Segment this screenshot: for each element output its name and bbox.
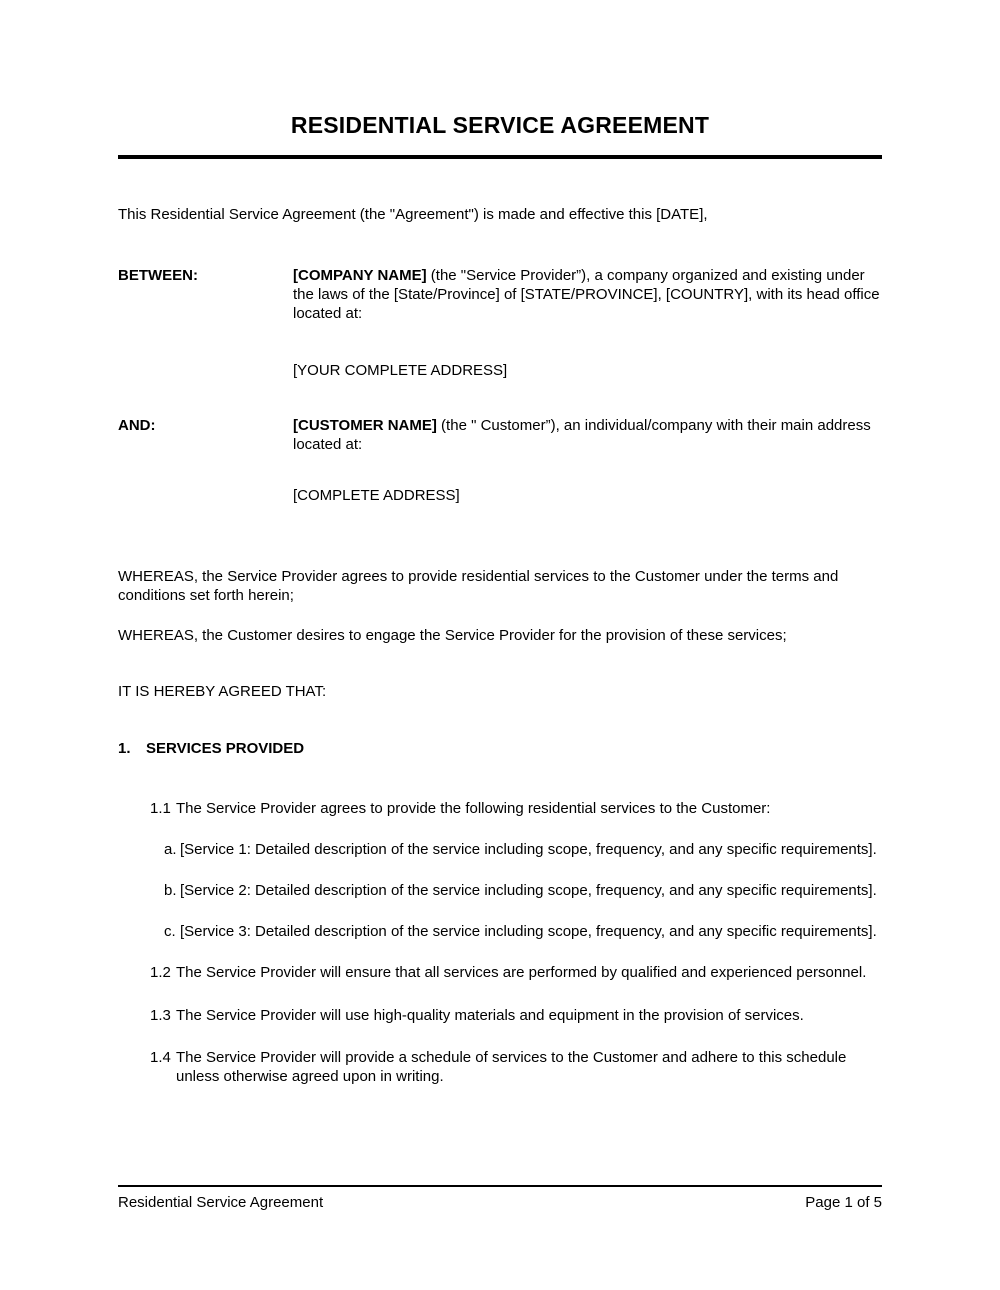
and-section [118, 416, 882, 505]
provider-address-placeholder: [YOUR COMPLETE ADDRESS] [293, 362, 508, 379]
clause-1-3-text: The Service Provider will use high-quality materials and equipment in the provision of services. [176, 1007, 804, 1024]
service-b-marker: b. [164, 882, 177, 899]
and-party-paragraph [293, 416, 882, 454]
and-label: AND: [118, 417, 156, 434]
footer-document-name: Residential Service Agreement [118, 1194, 324, 1211]
customer-address-placeholder: [COMPLETE ADDRESS] [293, 487, 460, 504]
title-rule [118, 155, 882, 159]
and-party-text: (the " Customer”), an individual/company with their main address located at: [293, 417, 871, 453]
between-party-paragraph [293, 266, 882, 323]
clause-1-2-number: 1.2 [150, 964, 171, 981]
service-item-b [164, 881, 882, 900]
footer-page-number: Page 1 of 5 [805, 1194, 882, 1211]
service-a-marker: a. [164, 841, 177, 858]
clause-1-2 [150, 963, 882, 982]
company-name-placeholder: [COMPANY NAME] [293, 267, 427, 284]
clause-1-4 [150, 1048, 882, 1086]
whereas-clause-1: WHEREAS, the Service Provider agrees to provide residential services to the Customer under the terms and conditions set forth herein; [118, 568, 839, 604]
customer-name-placeholder: [CUSTOMER NAME] [293, 417, 437, 434]
between-body [293, 266, 882, 380]
service-c-text: [Service 3: Detailed description of the service including scope, frequency, and any specific requirements]. [180, 923, 877, 940]
intro-paragraph: This Residential Service Agreement (the "Agreement") is made and effective this [DATE], [118, 206, 708, 223]
document-title: RESIDENTIAL SERVICE AGREEMENT [290, 112, 710, 138]
between-section [118, 266, 882, 380]
service-a-text: [Service 1: Detailed description of the service including scope, frequency, and any specific requirements]. [180, 841, 877, 858]
clause-1-1 [150, 799, 882, 818]
clause-1-4-number: 1.4 [150, 1049, 171, 1066]
whereas-clause-2: WHEREAS, the Customer desires to engage the Service Provider for the provision of these services; [118, 627, 787, 644]
clause-1-1-text: The Service Provider agrees to provide the following residential services to the Customer: [176, 800, 771, 817]
section-1-heading [118, 739, 882, 758]
between-label: BETWEEN: [118, 267, 198, 284]
between-party-text: (the "Service Provider”), a company organized and existing under the laws of the [State/Province] of [STATE/PROVINCE], [COUNTRY], with its head office located at: [293, 267, 880, 322]
service-item-c [164, 922, 882, 941]
service-c-marker: c. [164, 923, 176, 940]
clause-1-3 [150, 1006, 882, 1025]
clause-1-2-text: The Service Provider will ensure that all services are performed by qualified and experienced personnel. [176, 964, 867, 981]
and-body [293, 416, 882, 505]
clause-1-1-number: 1.1 [150, 800, 171, 817]
page-footer [118, 1185, 882, 1212]
service-b-text: [Service 2: Detailed description of the service including scope, frequency, and any specific requirements]. [180, 882, 877, 899]
service-item-a [164, 840, 882, 859]
section-1-number: 1. [118, 740, 131, 757]
clause-1-3-number: 1.3 [150, 1007, 171, 1024]
agreed-statement: IT IS HEREBY AGREED THAT: [118, 683, 327, 700]
section-1-title: SERVICES PROVIDED [146, 740, 305, 757]
clause-1-4-text: The Service Provider will provide a schedule of services to the Customer and adhere to this schedule unless otherwise agreed upon in writing. [176, 1049, 847, 1085]
